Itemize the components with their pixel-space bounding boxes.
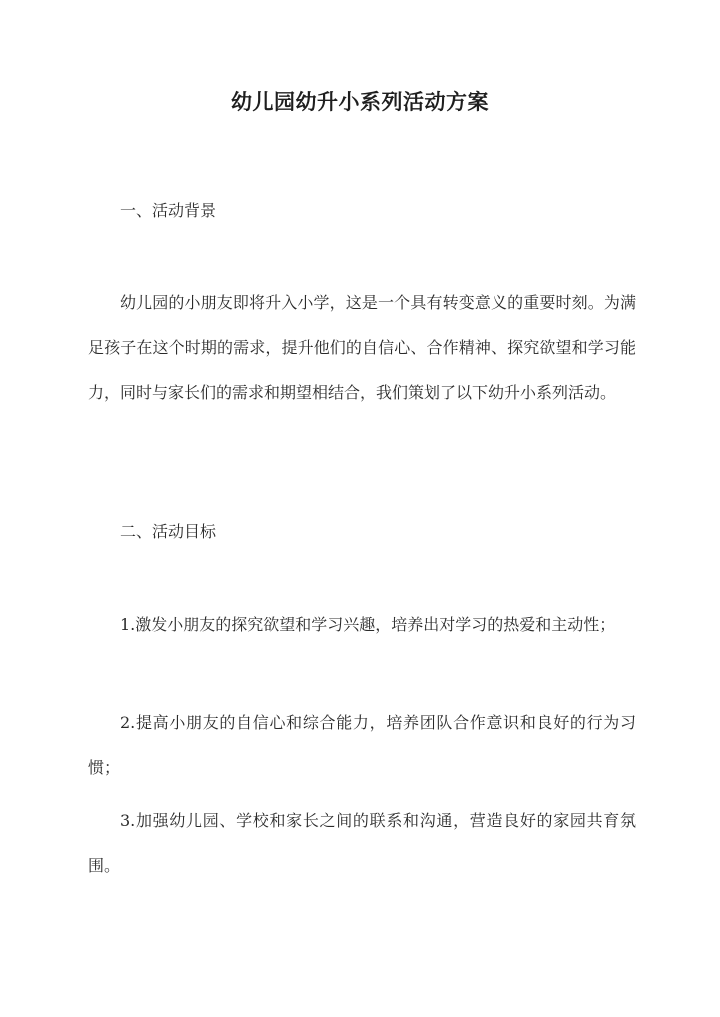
goal-item-2: 2.提高小朋友的自信心和综合能力，培养团队合作意识和良好的行为习惯； xyxy=(88,713,636,777)
document-title: 幼儿园幼升小系列活动方案 xyxy=(231,89,489,114)
section-heading-background: 一、活动背景 xyxy=(120,201,217,220)
background-paragraph: 幼儿园的小朋友即将升入小学，这是一个具有转变意义的重要时刻。为满足孩子在这个时期的需求，提升他们的自信心、合作精神、探究欲望和学习能力，同时与家长们的需求和期望相结合，我们策划了以下幼升小系列活动。 xyxy=(88,293,636,402)
goal-item-1: 1.激发小朋友的探究欲望和学习兴趣，培养出对学习的热爱和主动性； xyxy=(120,615,616,634)
goal-item-3: 3.加强幼儿园、学校和家长之间的联系和沟通，营造良好的家园共育氛围。 xyxy=(88,811,636,875)
section-heading-goals: 二、活动目标 xyxy=(120,522,217,541)
